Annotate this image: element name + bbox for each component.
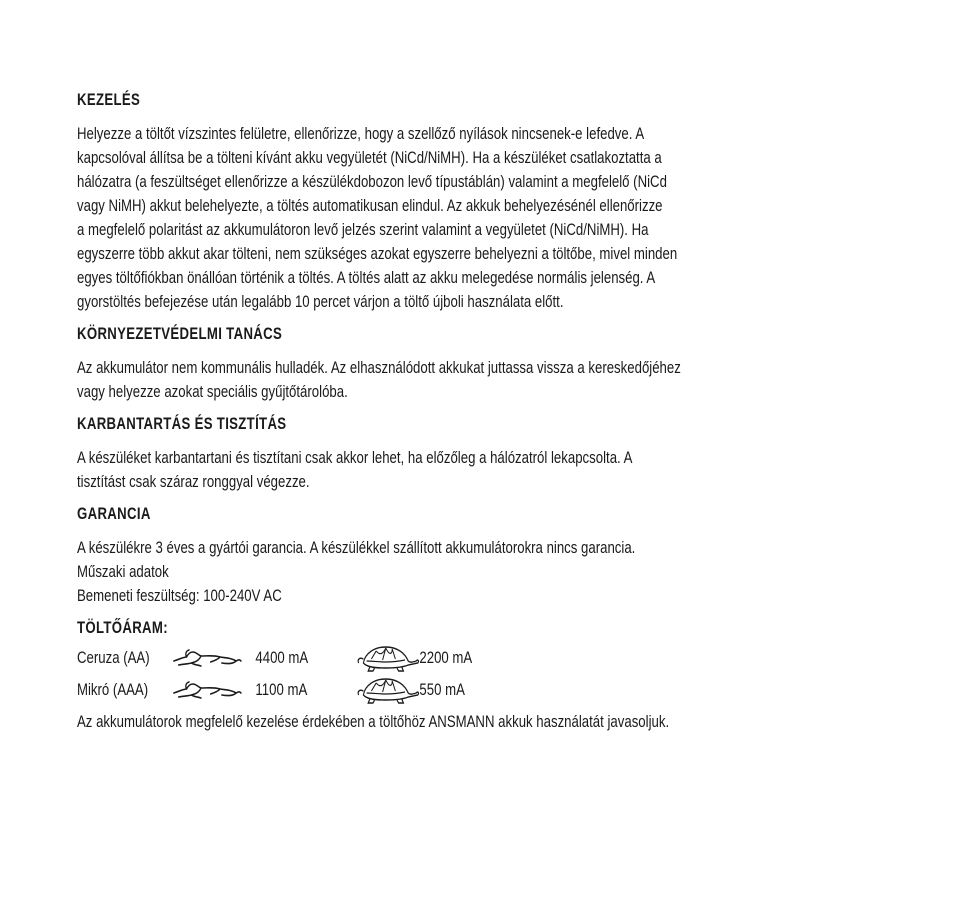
text-line: Az akkumulátor nem kommunális hulladék. Az elhasználódott akkukat juttassa vissza a kereskedőjéhez — [77, 359, 681, 377]
text-line: Helyezze a töltőt vízszintes felületre, ellenőrizze, hogy a szellőző nyílások nincsenek-e lefedve. A — [77, 125, 645, 143]
fast-charge-value: 4400 mA — [255, 649, 309, 667]
text-line: egyszerre több akkut akar tölteni, nem szükséges azokat egyszerre behelyezni a töltőbe, mivel minden — [77, 245, 678, 263]
paragraph-karbantartas — [77, 446, 877, 494]
paragraph-kornyezetvedelmi — [77, 356, 877, 404]
slow-charge-value: 2200 mA — [419, 649, 473, 667]
turtle-icon — [355, 675, 419, 705]
battery-type-label: Mikró (AAA) — [77, 681, 149, 699]
footer-text: Az akkumulátorok megfelelő kezelése érdekében a töltőhöz ANSMANN akkuk használatát javasoljuk. — [77, 713, 670, 731]
text-line: A készülékre 3 éves a gyártói garancia. A készülékkel szállított akkumulátorokra nincs garancia. — [77, 539, 636, 557]
hare-icon — [169, 678, 255, 702]
text-line: hálózatra (a feszültséget ellenőrizze a készülékdobozon levő típustáblán) valamint a megfelelő (NiCd — [77, 173, 667, 191]
text-line: Műszaki adatok — [77, 563, 169, 581]
text-line: A készüléket karbantartani és tisztítani csak akkor lehet, ha előzőleg a hálózatról lekapcsolta. A — [77, 449, 633, 467]
heading-kezeles: KEZELÉS — [77, 91, 141, 109]
heading-toltoaram: TÖLTŐÁRAM: — [77, 619, 168, 637]
footer-recommendation — [77, 710, 877, 734]
heading-kornyezetvedelmi: KÖRNYEZETVÉDELMI TANÁCS — [77, 325, 283, 343]
text-line: kapcsolóval állítsa be a tölteni kívánt akku vegyületét (NiCd/NiMH). Ha a készüléket csatlakoztatta a — [77, 149, 662, 167]
fast-charge-value: 1100 mA — [255, 681, 308, 699]
text-line: tisztítást csak száraz ronggyal végezze. — [77, 473, 310, 491]
paragraph-kezeles — [77, 122, 877, 314]
text-line: vagy helyezze azokat speciális gyűjtőtárolóba. — [77, 383, 348, 401]
content — [77, 88, 877, 742]
hare-icon — [169, 646, 255, 670]
heading-garancia: GARANCIA — [77, 505, 151, 523]
text-line: gyorstöltés befejezése után legalább 10 percet várjon a töltő újboli használata előtt. — [77, 293, 564, 311]
text-line: Bemeneti feszültség: 100-240V AC — [77, 587, 282, 605]
text-line: egyes töltőfiókban önállóan történik a töltés. A töltés alatt az akku melegedése normális jelenség. A — [77, 269, 656, 287]
heading-karbantartas: KARBANTARTÁS ÉS TISZTÍTÁS — [77, 415, 287, 433]
slow-charge-value: 550 mA — [419, 681, 465, 699]
charge-row-aaa — [77, 674, 877, 706]
text-line: a megfelelő polaritást az akkumulátoron levő jelzés szerint valamint a vegyületet (NiCd/NiMH). Ha — [77, 221, 649, 239]
paragraph-garancia — [77, 536, 877, 608]
text-line: vagy NiMH) akkut belehelyezte, a töltés automatikusan elindul. Az akkuk behelyezésénél ellenőrizze — [77, 197, 663, 215]
battery-type-label: Ceruza (AA) — [77, 649, 150, 667]
turtle-icon — [355, 643, 419, 673]
charge-row-aa — [77, 642, 877, 674]
